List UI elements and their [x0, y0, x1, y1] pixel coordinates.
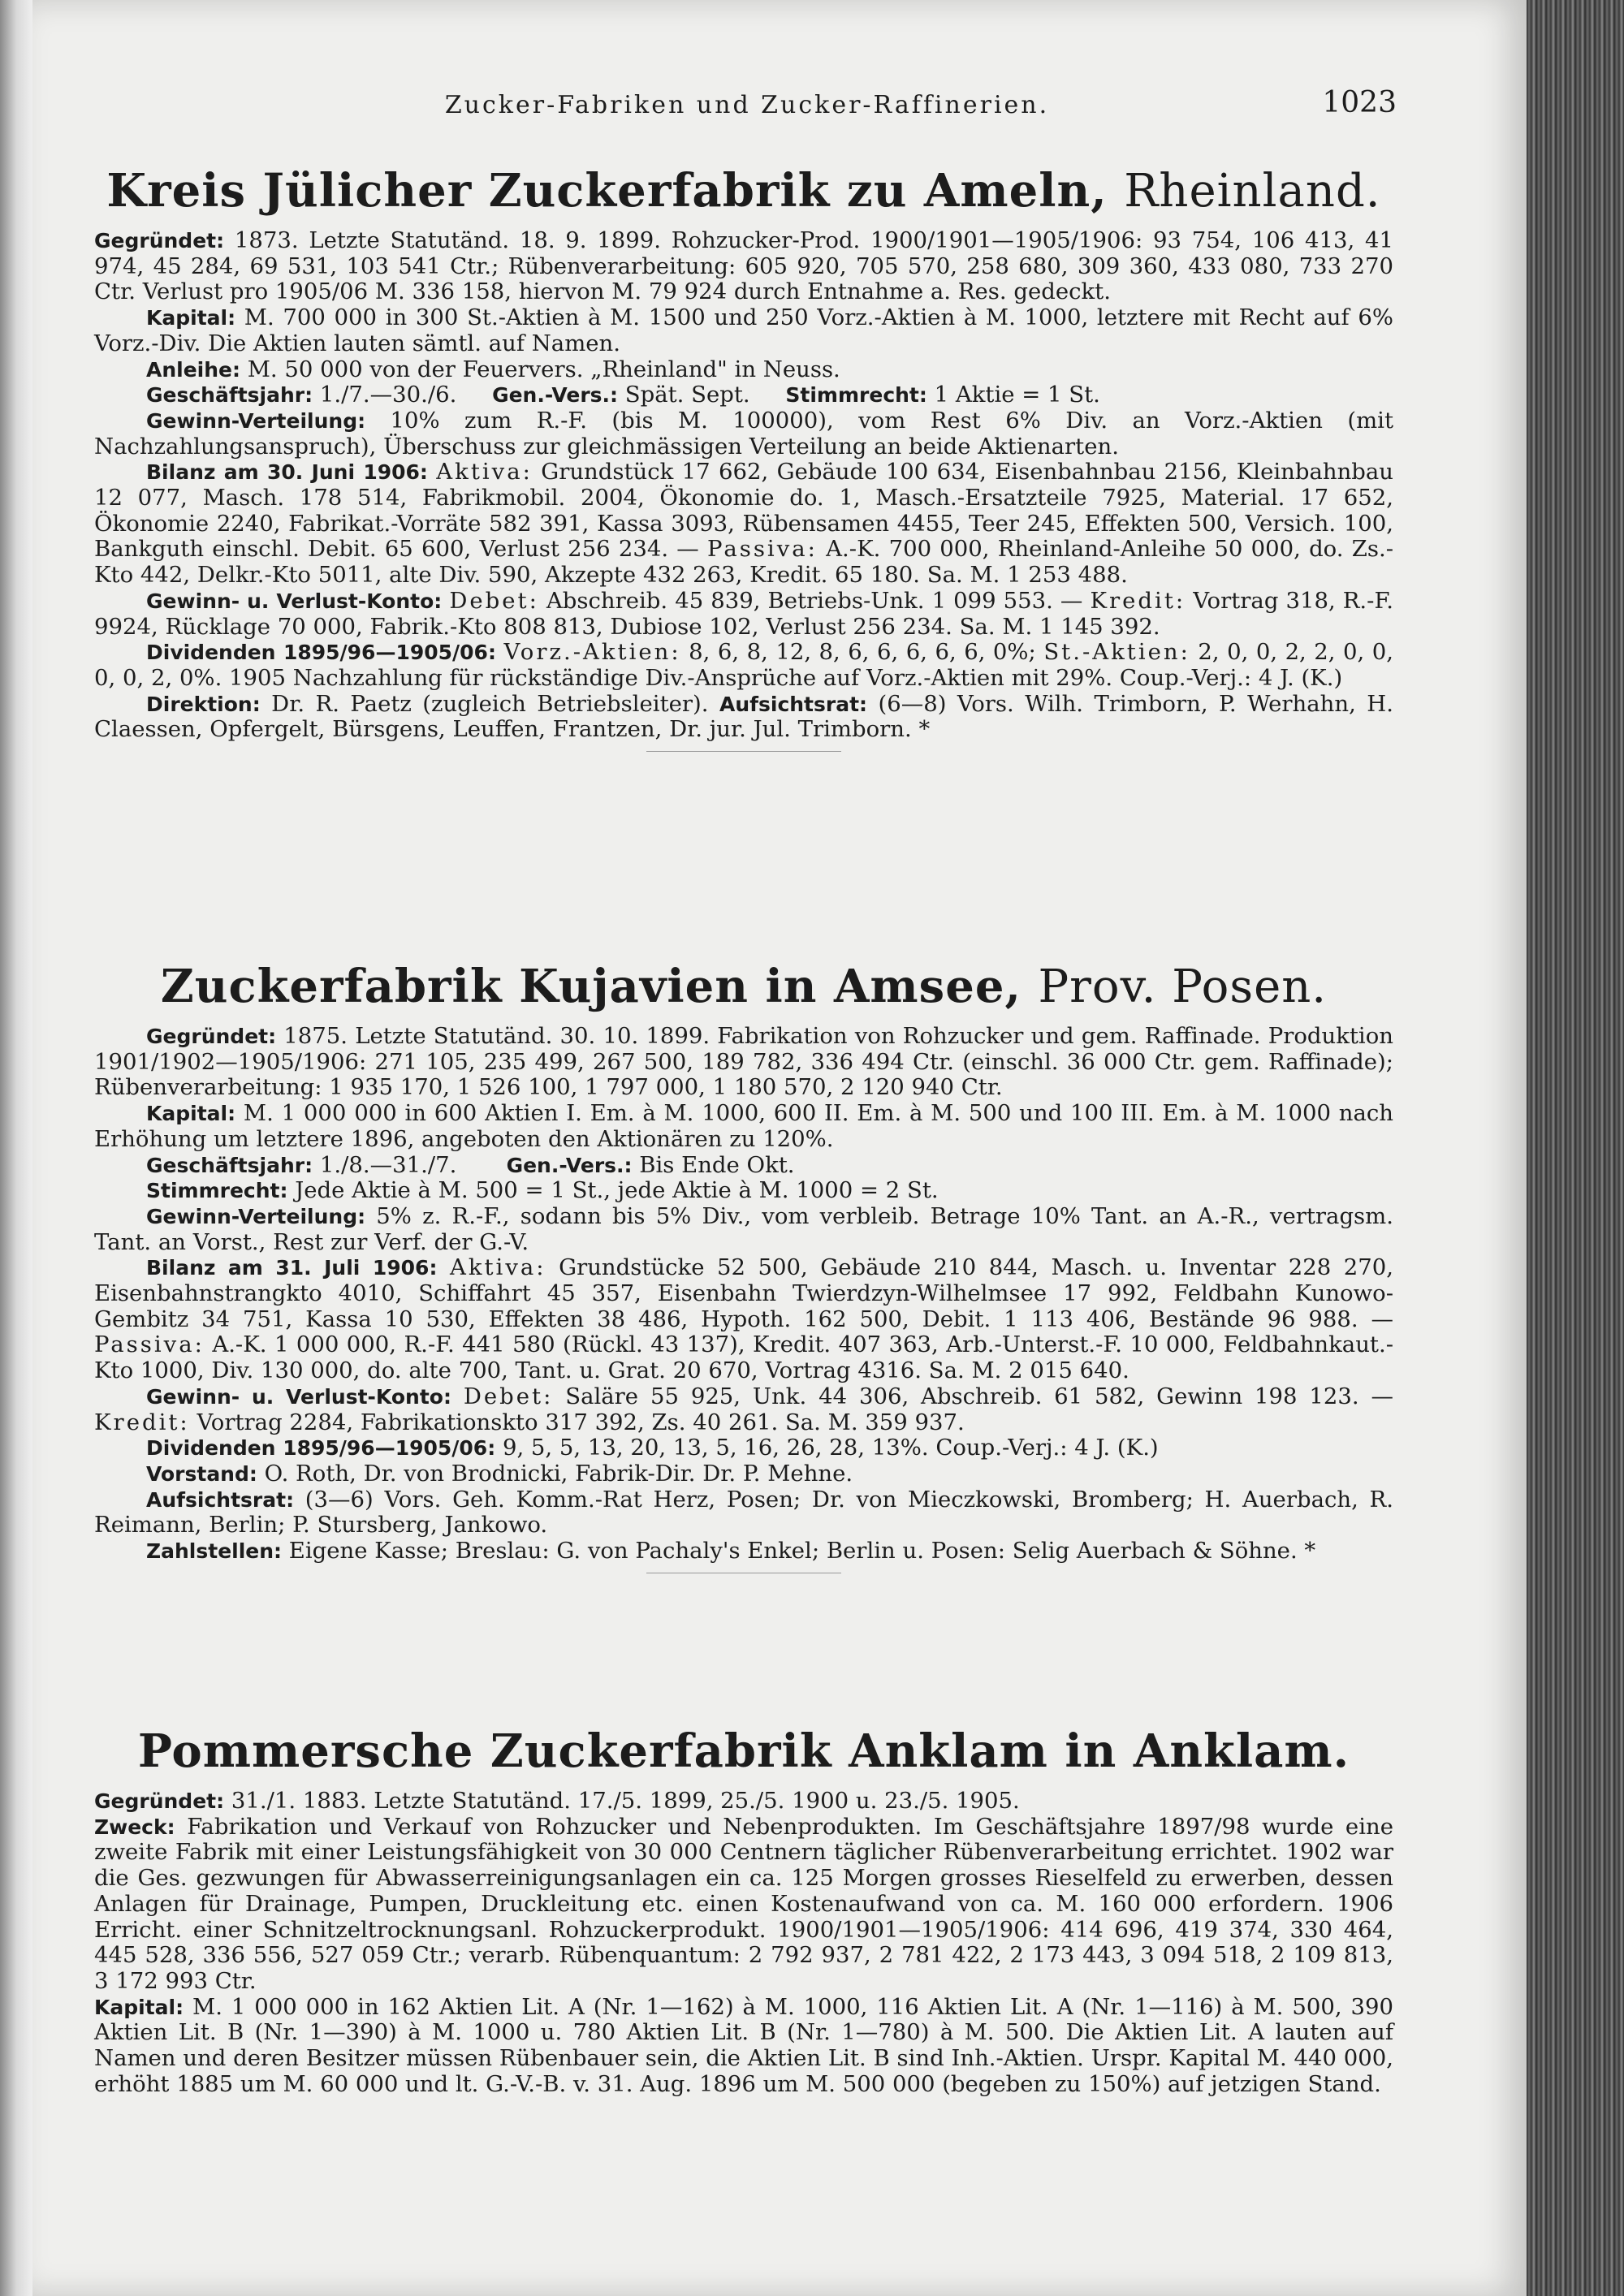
entry-gewinn-verlust: Gewinn- u. Verlust-Konto: Debet: Saläre 55 925, Unk. 44 306, Abschreib. 61 582, Gewinn 198 123. — Kredit: Vortrag 2284, Fabrikationskto 317 392, Zs. 40 261. Sa. M. 359 937. — [94, 1383, 1393, 1435]
company-section-anklam — [94, 1723, 1393, 2097]
entry-gewinn-verteilung: Gewinn-Verteilung: 10% zum R.-F. (bis M. 100000), vom Rest 6% Div. an Vorz.-Aktien (mit Nachzahlungsanspruch), Überschuss zur gleichmässigen Verteilung an beide Aktienarten. — [94, 407, 1393, 460]
section-divider — [646, 751, 841, 752]
entry-zweck: Zweck: Fabrikation und Verkauf von Rohzucker und Nebenprodukten. Im Geschäftsjahre 1897/98 wurde eine zweite Fabrik mit einer Leistungsfähigkeit von 30 000 Centnern täglicher Rübenverarbeitung errichtet. 1902 war die Ges. gezwungen für Abwasserreinigungsanlagen ein ca. 125 Morgen grosses Rieselfeld zu erwerben, dessen Anlagen für Drainage, Pumpen, Druckleitung etc. einen Kostenaufwand von ca. M. 160 000 erfordern. 1906 Erricht. einer Schnitzeltrocknungsanl. Rohzuckerprodukt. 1900/1901—1905/1906: 414 696, 419 374, 330 464, 445 528, 336 556, 527 059 Ctr.; verarb. Rübenquantum: 2 792 937, 2 781 422, 2 173 443, 3 094 518, 2 109 813, 3 172 993 Ctr. — [94, 1813, 1393, 1994]
scanned-page — [32, 0, 1527, 2296]
entry-gegruendet: Gegründet: 1873. Letzte Statutänd. 18. 9. 1899. Rohzucker-Prod. 1900/1901—1905/1906: 93 754, 106 413, 41 974, 45 284, 69 531, 103 541 Ctr.; Rübenverarbeitung: 605 920, 705 570, 258 680, 309 360, 433 080, 733 270 Ctr. Verlust pro 1905/06 M. 336 158, hiervon M. 79 924 durch Entnahme a. Res. gedeckt. — [94, 227, 1393, 305]
entry-kapital: Kapital: M. 700 000 in 300 St.-Aktien à M. 1500 und 250 Vorz.-Aktien à M. 1000, letztere mit Recht auf 6% Vorz.-Div. Die Aktien lauten sämtl. auf Namen. — [94, 304, 1393, 356]
entry-stimmrecht: Stimmrecht: Jede Aktie à M. 500 = 1 St., jede Aktie à M. 1000 = 2 St. — [146, 1177, 939, 1204]
section-heading: Zuckerfabrik Kujavien in Amsee, Prov. Posen. — [160, 960, 1328, 1013]
entry-gegruendet: Gegründet: 1875. Letzte Statutänd. 30. 10. 1899. Fabrikation von Rohzucker und gem. Raffinade. Produktion 1901/1902—1905/1906: 271 105, 235 499, 267 500, 189 782, 336 494 Ctr. (einschl. 36 000 Ctr. gem. Raffinade); Rübenverarbeitung: 1 935 170, 1 526 100, 1 797 000, 1 180 570, 2 120 940 Ctr. — [94, 1023, 1393, 1101]
left-page-edge — [0, 0, 32, 2296]
entry-gewinn-verteilung: Gewinn-Verteilung: 5% z. R.-F., sodann bis 5% Div., vom verbleib. Betrage 10% Tant. an A.-R., vertragsm. Tant. an Vorst., Rest zur Verf. der G.-V. — [94, 1202, 1393, 1255]
entry-geschaeftsjahr: Geschäftsjahr: 1./7.—30./6. Gen.-Vers.: Spät. Sept. Stimmrecht: 1 Aktie = 1 St. — [146, 382, 1100, 408]
entry-geschaeftsjahr: Geschäftsjahr: 1./8.—31./7. Gen.-Vers.: Bis Ende Okt. — [146, 1151, 795, 1178]
entry-gewinn-verlust: Gewinn- u. Verlust-Konto: Debet: Abschreib. 45 839, Betriebs-Unk. 1 099 553. — Kredit: Vortrag 318, R.-F. 9924, Rücklage 70 000, Fabrik.-Kto 808 813, Dubiose 102, Verlust 256 234. Sa. M. 1 145 392. — [94, 587, 1394, 640]
entry-vorstand: Vorstand: O. Roth, Dr. von Brodnicki, Fabrik-Dir. Dr. P. Mehne. — [146, 1460, 853, 1487]
page-number: 1023 — [1322, 86, 1397, 119]
entry-bilanz: Bilanz am 31. Juli 1906: Aktiva: Grundstücke 52 500, Gebäude 210 844, Masch. u. Inventar 228 270, Eisenbahnstrangkto 4010, Schiffahrt 45 357, Eisenbahn Twierdzyn-Wilhelmsee 17 992, Feldbahn Kunowo-Gembitz 34 751, Kassa 10 530, Effekten 38 486, Hypoth. 162 500, Debit. 1 113 406, Bestände 96 988. — Passiva: A.-K. 1 000 000, R.-F. 441 580 (Rückl. 43 137), Kredit. 407 363, Arb.-Unterst.-F. 10 000, Feldbahnkaut.-Kto 1000, Div. 130 000, do. alte 700, Tant. u. Grat. 20 670, Vortrag 4316. Sa. M. 2 015 640. — [94, 1254, 1393, 1384]
entry-kapital: Kapital: M. 1 000 000 in 162 Aktien Lit. A (Nr. 1—162) à M. 1000, 116 Aktien Lit. A (Nr. 1—116) à M. 500, 390 Aktien Lit. B (Nr. 1—390) à M. 1000 u. 780 Aktien Lit. B (Nr. 1—780) à M. 500. Die Aktien Lit. A lauten auf Namen und deren Besitzer müssen Rübenbauer sein, die Aktien Lit. B sind Inh.-Aktien. Urspr. Kapital M. 440 000, erhöht 1885 um M. 60 000 und lt. G.-V.-B. v. 31. Aug. 1896 um M. 500 000 (begeben zu 150%) auf jetzigen Stand. — [94, 1993, 1393, 2097]
entry-gegruendet: Gegründet: 31./1. 1883. Letzte Statutänd. 17./5. 1899, 25./5. 1900 u. 23./5. 1905. — [94, 1788, 1020, 1814]
entry-aufsichtsrat: Aufsichtsrat: (3—6) Vors. Geh. Komm.-Rat Herz, Posen; Dr. von Mieczkowski, Bromberg; H. Auerbach, R. Reimann, Berlin; P. Stursberg, Jankowo. — [94, 1486, 1393, 1539]
book-binding-edge — [1527, 0, 1624, 2296]
entry-direktion: Direktion: Dr. R. Paetz (zugleich Betriebsleiter). Aufsichtsrat: (6—8) Vors. Wilh. Trimborn, P. Werhahn, H. Claessen, Opfergelt, Bürsgens, Leuffen, Frantzen, Dr. jur. Jul. Trimborn. * — [94, 690, 1393, 743]
entry-dividenden: Dividenden 1895/96—1905/06: 9, 5, 5, 13, 20, 13, 5, 16, 26, 28, 13%. Coup.-Verj.: 4 J. (K.) — [146, 1435, 1159, 1461]
header-title: Zucker-Fabriken und Zucker-Raffinerien. — [444, 91, 1050, 119]
company-section-ameln — [94, 162, 1393, 752]
section-heading: Pommersche Zuckerfabrik Anklam in Anklam. — [137, 1724, 1350, 1778]
entry-zahlstellen: Zahlstellen: Eigene Kasse; Breslau: G. von Pachaly's Enkel; Berlin u. Posen: Selig Auerbach & Söhne. * — [146, 1538, 1316, 1564]
entry-anleihe: Anleihe: M. 50 000 von der Feuervers. „Rheinland" in Neuss. — [146, 356, 840, 382]
entry-kapital: Kapital: M. 1 000 000 in 600 Aktien I. Em. à M. 1000, 600 II. Em. à M. 500 und 100 III. Em. à M. 1000 nach Erhöhung um letztere 1896, angeboten den Aktionären zu 120%. — [94, 1100, 1393, 1152]
running-header — [32, 86, 1527, 123]
entry-bilanz: Bilanz am 30. Juni 1906: Aktiva: Grundstück 17 662, Gebäude 100 634, Eisenbahnbau 2156, Kleinbahnbau 12 077, Masch. 178 514, Fabrikmobil. 2004, Ökonomie do. 1, Masch.-Ersatzteile 7925, Material. 17 652, Ökonomie 2240, Fabrikat.-Vorräte 582 391, Kassa 3093, Rübensamen 4455, Teer 245, Effekten 500, Versich. 100, Bankguth einschl. Debit. 65 600, Verlust 256 234. — Passiva: A.-K. 700 000, Rheinland-Anleihe 50 000, do. Zs.-Kto 442, Delkr.-Kto 5011, alte Div. 590, Akzepte 432 263, Kredit. 65 180. Sa. M. 1 253 488. — [94, 459, 1393, 589]
entry-dividenden: Dividenden 1895/96—1905/06: Vorz.-Aktien: 8, 6, 8, 12, 8, 6, 6, 6, 6, 6, 0%; St.-Aktien: 2, 0, 0, 2, 2, 0, 0, 0, 0, 2, 0%. 1905 Nachzahlung für rückständige Div.-Ansprüche auf Vorz.-Aktien mit 29%. Coup.-Verj.: 4 J. (K.) — [94, 639, 1393, 691]
company-section-amsee — [94, 958, 1393, 1573]
section-heading: Kreis Jülicher Zuckerfabrik zu Ameln, Rheinland. — [106, 164, 1381, 218]
